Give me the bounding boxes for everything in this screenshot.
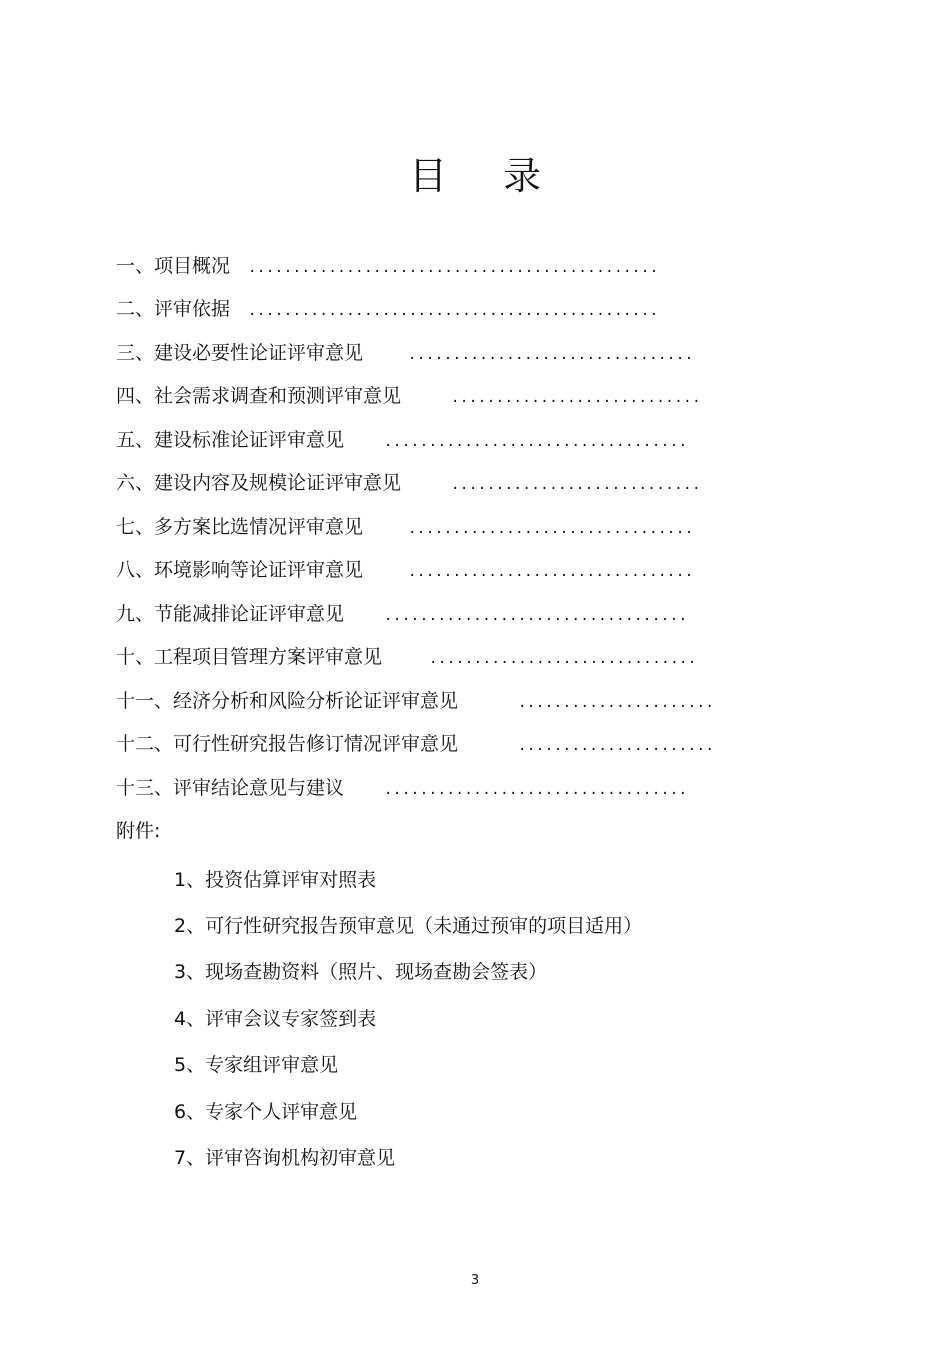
toc-item-1[interactable] <box>116 253 659 281</box>
toc-item-label: 九、节能减排论证评审意见 <box>116 603 345 625</box>
toc-leader-dots: .............................................. <box>248 303 659 319</box>
toc-item-label: 十二、可行性研究报告修订情况评审意见 <box>116 733 459 755</box>
toc-leader-dots: ................................ <box>408 521 694 537</box>
toc-item-2[interactable] <box>116 296 659 324</box>
toc-leader-dots: ...................... <box>518 695 715 711</box>
toc-leader-dots: .............................................. <box>248 260 659 276</box>
page-number: 3 <box>470 1273 480 1288</box>
attachment-item-6[interactable]: 6、专家个人评审意见 <box>174 1101 358 1123</box>
toc-leader-dots: ............................ <box>451 477 702 493</box>
toc-item-8[interactable] <box>116 557 694 585</box>
toc-leader-dots: ...................... <box>518 738 715 754</box>
attachment-item-5[interactable]: 5、专家组评审意见 <box>174 1054 339 1076</box>
toc-item-label: 八、环境影响等论证评审意见 <box>116 559 364 581</box>
attachment-item-1[interactable]: 1、投资估算评审对照表 <box>174 869 377 891</box>
attachment-item-4[interactable]: 4、评审会议专家签到表 <box>174 1008 377 1030</box>
attachment-item-3[interactable]: 3、现场查勘资料（照片、现场查勘会签表） <box>174 961 548 983</box>
toc-item-label: 二、评审依据 <box>116 298 231 320</box>
toc-item-label: 七、多方案比选情况评审意见 <box>116 516 364 538</box>
toc-item-label: 三、建设必要性论证评审意见 <box>116 342 364 364</box>
toc-item-11[interactable] <box>116 688 714 716</box>
toc-item-label: 五、建设标准论证评审意见 <box>116 429 345 451</box>
toc-item-label: 十一、经济分析和风险分析论证评审意见 <box>116 690 459 712</box>
toc-item-label: 四、社会需求调查和预测评审意见 <box>116 385 402 407</box>
toc-item-label: 六、建设内容及规模论证评审意见 <box>116 472 402 494</box>
toc-leader-dots: .................................. <box>384 434 688 450</box>
toc-leader-dots: .................................. <box>384 782 688 798</box>
toc-item-4[interactable] <box>116 383 701 411</box>
toc-item-label: 十三、评审结论意见与建议 <box>116 777 345 799</box>
toc-item-12[interactable] <box>116 731 714 759</box>
toc-leader-dots: .................................. <box>384 608 688 624</box>
toc-item-13[interactable] <box>116 775 688 803</box>
attachment-item-2[interactable]: 2、可行性研究报告预审意见（未通过预审的项目适用） <box>174 915 643 937</box>
toc-item-10[interactable] <box>116 644 697 672</box>
toc-leader-dots: ............................ <box>451 390 702 406</box>
toc-leader-dots: .............................. <box>429 651 697 667</box>
toc-item-label: 十、工程项目管理方案评审意见 <box>116 646 383 668</box>
toc-item-label: 一、项目概况 <box>116 255 231 277</box>
toc-item-5[interactable] <box>116 427 688 455</box>
toc-leader-dots: ................................ <box>408 564 694 580</box>
page-title: 目 录 <box>408 154 564 198</box>
toc-leader-dots: ................................ <box>408 347 694 363</box>
attachments-heading: 附件: <box>116 820 161 842</box>
toc-item-7[interactable] <box>116 514 694 542</box>
toc-item-6[interactable] <box>116 470 701 498</box>
toc-item-9[interactable] <box>116 601 688 629</box>
attachment-item-7[interactable]: 7、评审咨询机构初审意见 <box>174 1147 396 1169</box>
toc-item-3[interactable] <box>116 340 694 368</box>
